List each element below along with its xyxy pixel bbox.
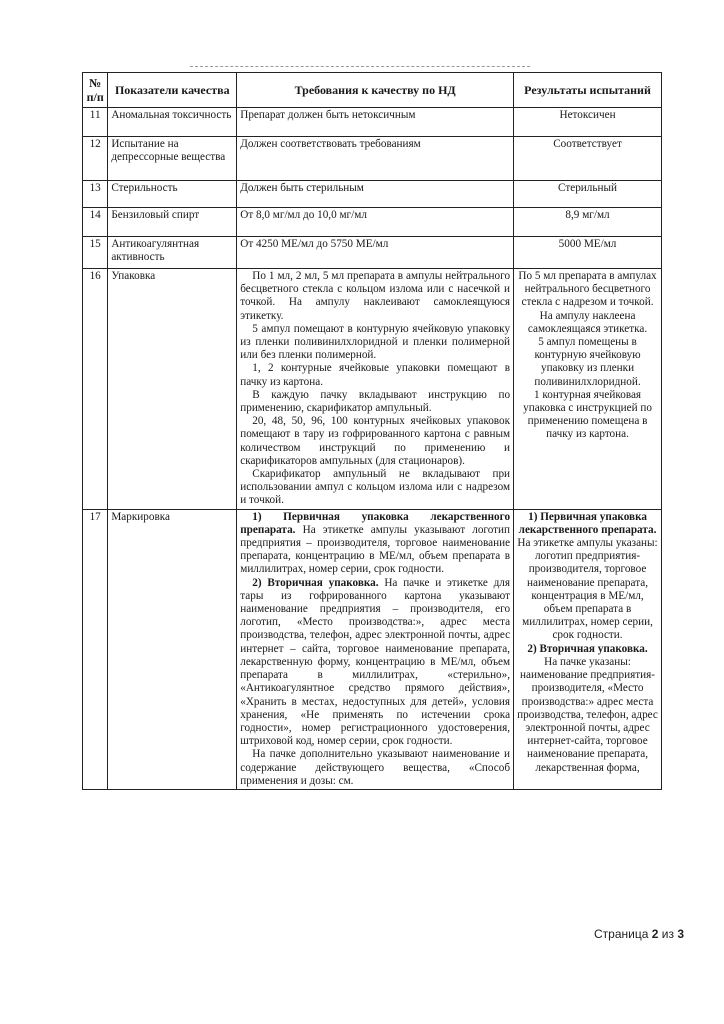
row-indicator: Испытание на депрессорные вещества [108,137,237,181]
requirement-paragraph: По 1 мл, 2 мл, 5 мл препарата в ампулы нейтрального бесцветного стекла с кольцом излома или с насечкой и точкой. На ампулу наклеивают самоклеящуюся этикетку. [240,270,511,322]
row-result: 8,9 мг/мл [514,208,662,237]
row-indicator: Антикоагулянтная активность [108,237,237,269]
result-paragraph: На ампулу наклеена самоклеящаяся этикетка. [527,309,648,335]
row-requirement: Препарат должен быть нетоксичным [237,108,514,137]
row-requirement: Должен соответствовать требованиям [237,137,514,181]
table-row [83,181,662,208]
row-requirement: Должен быть стерильным [237,181,514,208]
page-number [594,927,684,941]
row-result: Нетоксичен [514,108,662,137]
row-indicator: Упаковка [108,269,237,510]
table-row [83,208,662,237]
row-num: 12 [83,137,108,181]
table-header-row [83,73,662,108]
page-label: Страница [593,927,649,941]
row-requirement: От 4250 МЕ/мл до 5750 МЕ/мл [237,237,514,269]
row-indicator: Бензиловый спирт [108,208,237,237]
row-result: Стерильный [514,181,662,208]
scan-artifact [190,66,530,70]
row-indicator: Аномальная токсичность [108,108,237,137]
requirement-paragraph [240,511,510,577]
result-paragraph: На пачке указаны: наименование предприятия-производителя, «Место производства:» адрес места производства, телефон, адрес электронной почты, адрес интернет-сайта, торговое наименование препарата, лекарственная форма, [517,655,658,774]
page-of: из [661,927,674,941]
row-result: 5000 МЕ/мл [514,237,662,269]
result-paragraph: 1 контурная ячейковая упаковка с инструкцией по применению помещена в пачку из картона. [523,388,652,441]
row-indicator: Стерильность [108,181,237,208]
row-indicator: Маркировка [108,509,237,789]
row-num: 13 [83,181,108,208]
header-results: Результаты испытаний [514,73,662,108]
table-row-marking [83,509,662,789]
section-text: На пачке и этикетке для тары из гофрированного картона указывают наименование предприятия – производителя, его логотип, «Место производства:», адрес места производства, телефон, адрес электронной почты, адрес интернет – сайта, торговое наименование препарата, лекарственную форму, концентрацию в МЕ/мл, объем препарата в миллилитрах, «стерильно», «Антикоагулянтное средство прямого действия», «Хранить в местах, недоступных для детей», условия хранения, «Не применять по истечении срока годности», номер регистрационного удостоверения, штриховой код, номер серии, срок годности. [240,576,511,748]
requirement-paragraph: 5 ампул помещают в контурную ячейковую упаковку из пленки поливинилхлоридной и пленки полимерной или без пленки полимерной. [240,322,511,362]
table-row [83,108,662,137]
result-heading [517,511,658,537]
row-requirement: От 8,0 мг/мл до 10,0 мг/мл [237,208,514,237]
quality-spec-table [82,72,662,790]
section-heading: 2) Вторичная упаковка. [252,576,379,589]
header-num: № п/п [83,73,108,108]
row-num: 15 [83,237,108,269]
table-row [83,237,662,269]
result-paragraph: На этикетке ампулы указаны: логотип предприятия-производителя, торговое наименование препарата, концентрация в МЕ/мл, объем препарата в миллилитрах, номер серии, срок годности. [517,537,658,642]
header-indicator: Показатели качества [108,73,237,108]
result-paragraph: 5 ампул помещены в контурную ячейковую упаковку из пленки поливинилхлоридной. [534,336,641,388]
table-row [83,137,662,181]
section-heading: 1) Первичная упаковка лекарственного препарата. [240,510,511,536]
requirement-paragraph: На пачке дополнительно указывают наименование и содержание действующего вещества, «Способ применения и дозы: см. [240,748,511,787]
header-requirements: Требования к качеству по НД [237,73,514,108]
row-num: 11 [83,108,108,137]
requirement-paragraph: 20, 48, 50, 96, 100 контурных ячейковых упаковок помещают в тару из гофрированного картона с равным количеством инструкций по применению и скарификаторов ампульных (для стационаров). [240,415,511,467]
result-heading [517,643,658,656]
row-num: 16 [83,269,108,510]
requirement-paragraph: Скарификатор ампульный не вкладывают при использовании ампул с кольцом излома или с надрезом и точкой. [240,468,511,507]
requirement-paragraph: 1, 2 контурные ячейковые упаковки помещают в пачку из картона. [240,362,511,388]
table-row-packaging [83,269,662,510]
section-heading: 2) Вторичная упаковка. [527,642,648,655]
page-total: 3 [677,927,684,941]
result-paragraph: По 5 мл препарата в ампулах нейтрального бесцветного стекла с надрезом и точкой. [518,270,657,309]
section-text: На этикетке ампулы указывают логотип предприятия – производителя, торговое наименование препарата, концентрацию в МЕ/мл, объем препарата в миллилитрах, номер серии, срок годности. [240,523,511,576]
page-current: 2 [651,927,659,941]
row-result: Соответствует [514,137,662,181]
row-num: 14 [83,208,108,237]
row-requirement [237,509,514,789]
row-num: 17 [83,509,108,789]
row-result [514,509,662,789]
requirement-paragraph [240,577,510,749]
row-requirement [237,269,514,510]
section-heading: 1) Первичная упаковка лекарственного препарата. [518,510,657,536]
requirement-paragraph: В каждую пачку вкладывают инструкцию по применению, скарификатор ампульный. [240,388,511,415]
row-result [514,269,662,510]
